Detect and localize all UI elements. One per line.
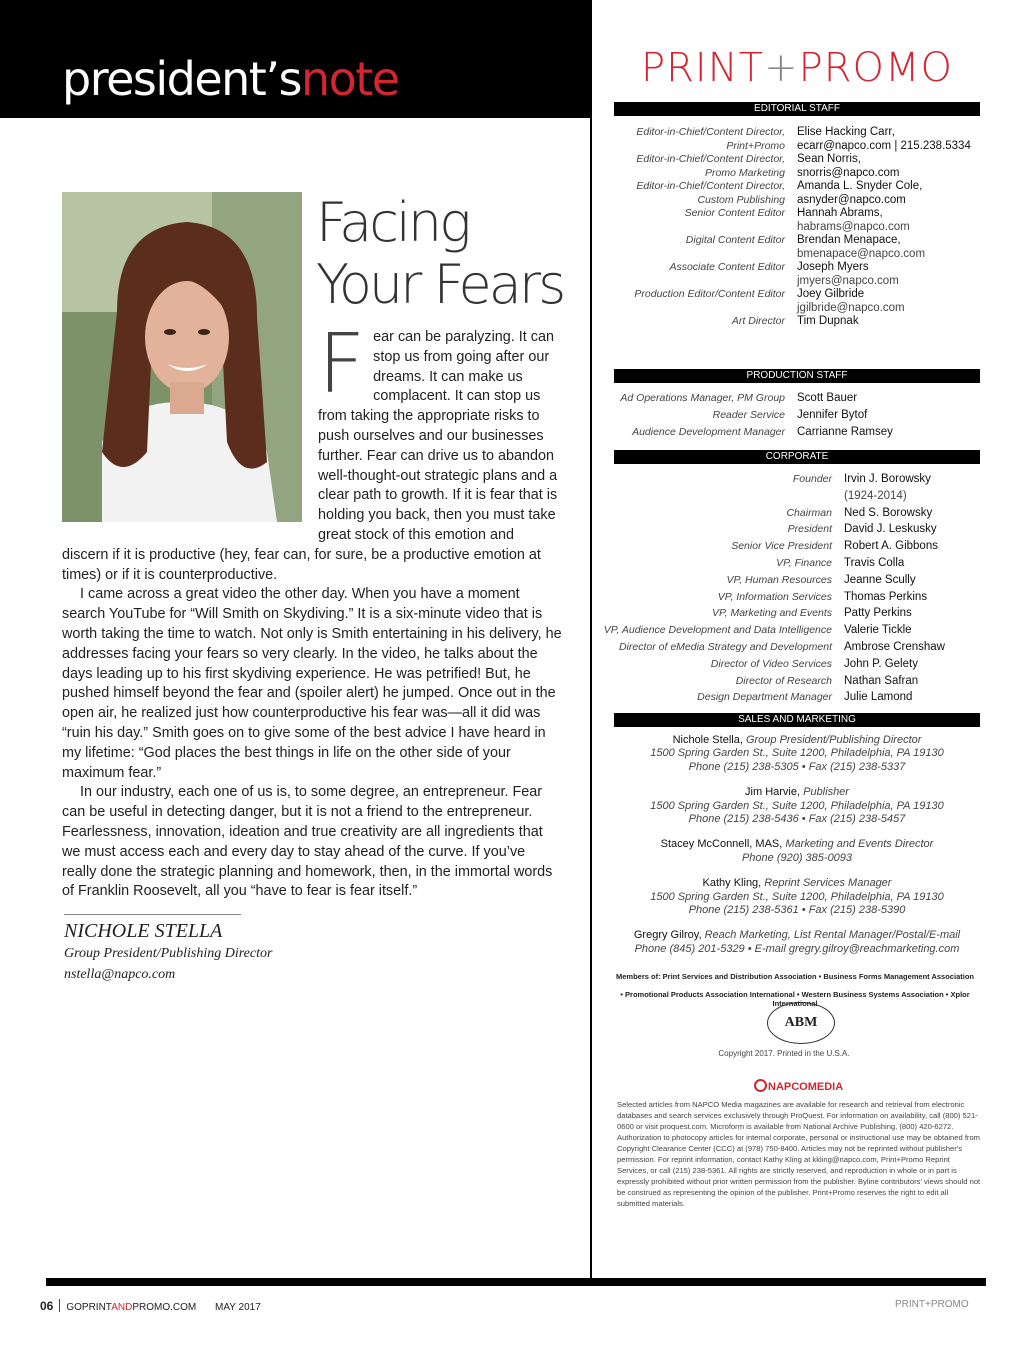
staff-role: VP, Information Services [717, 590, 832, 603]
corporate-row [600, 673, 990, 690]
staff-role: Promo Marketing [705, 166, 785, 179]
sales-contact-detail: 1500 Spring Garden St., Suite 1200, Philadelphia, PA 19130 [650, 799, 944, 812]
corporate-row [600, 656, 990, 673]
drop-cap: F [318, 317, 366, 412]
sales-contact-heading [614, 734, 980, 747]
staff-role: Senior Content Editor [684, 207, 785, 219]
staff-name-cell [844, 673, 990, 690]
sales-contact [614, 786, 980, 826]
sales-list [614, 734, 980, 968]
photo-wrap-spacer [62, 328, 318, 526]
signature-title: Group President/Publishing Director [64, 946, 273, 961]
sales-contact-detail: Phone (920) 385-0093 [741, 851, 853, 864]
production-heading: PRODUCTION STAFF [614, 369, 980, 383]
staff-name: Thomas Perkins [844, 590, 928, 603]
sales-heading: SALES AND MARKETING [614, 713, 980, 727]
staff-name: Ambrose Crenshaw [844, 640, 945, 653]
production-row [600, 390, 990, 407]
staff-role: Design Department Manager [697, 691, 832, 704]
staff-name: Carrianne Ramsey [797, 426, 893, 438]
section-title-main: president’s [62, 52, 301, 106]
issue-date: MAY 2017 [214, 1302, 261, 1313]
fine-print: Selected articles from NAPCO Media magazines are available for research and retrieval from electronic databases and search services exclusively through ProQuest. For information on availability, call (800) 521-0600 or visit proquest.com. Microform is available from National Archive Publishing, (800) 420-6272. Authorization to photocopy articles for internal corporate, personal or instructional use may be obtained from Copyright Clearance Center (CCC) at (978) 750-8400. Articles may not be reprinted without publisher's permission. For reprint information, contact Kathy Kling at kkling@napco.com, Print+Promo Reprint Services, or call (215) 238-5361. All rights are strictly reserved, and reproduction in whole or in part is expressly prohibited without prior written permission from the publisher. Byline contributors' views should not be construed as representing the opinion of the publisher. Print+Promo reserves the right to edit all submitted materials. [617, 1100, 981, 1208]
sales-contact-detail: 1500 Spring Garden St., Suite 1200, Philadelphia, PA 19130 [650, 890, 944, 903]
staff-role: Senior Vice President [731, 540, 832, 553]
staff-name: Ned S. Borowsky [844, 506, 933, 519]
staff-name: Valerie Tickle [844, 624, 912, 637]
footer-separator [59, 1299, 60, 1312]
staff-name-cell [797, 207, 990, 234]
staff-name: Patty Perkins [844, 607, 912, 620]
footer-brand: PRINT+PROMO [895, 1299, 969, 1310]
sales-contact-detail: Phone (845) 201-5329 • E-mail gregry.gilroy@reachmarketing.com [634, 942, 960, 955]
sales-contact [614, 877, 980, 917]
staff-name-cell [797, 261, 990, 288]
website-part-2: AND [111, 1302, 133, 1313]
staff-name: Robert A. Gibbons [844, 540, 938, 553]
staff-name-cell [797, 424, 990, 441]
sales-contact [614, 838, 980, 865]
section-banner [0, 0, 590, 118]
sales-contact-title: Group President/Publishing Director [745, 734, 922, 746]
sales-contact-detail: Phone (215) 238-5305 • Fax (215) 238-5337 [688, 760, 906, 773]
staff-role: VP, Human Resources [726, 573, 832, 586]
corporate-row [600, 622, 990, 639]
staff-role: Director of eMedia Strategy and Development [618, 640, 832, 653]
staff-name-cell [844, 639, 990, 656]
signature-name: NICHOLE STELLA [64, 920, 223, 942]
staff-name-cell [797, 407, 990, 424]
staff-role: VP, Audience Development and Data Intelligence [603, 624, 832, 637]
staff-name: ecarr@napco.com | 215.238.5334 [797, 139, 971, 152]
staff-name-cell [844, 555, 990, 572]
staff-name-cell [797, 234, 990, 261]
staff-name-cell [844, 572, 990, 589]
sales-contact-name: Jim Harvie, [745, 786, 801, 799]
corporate-list [600, 471, 990, 706]
editorial-row [600, 207, 990, 234]
corporate-row [600, 555, 990, 572]
staff-name: Julie Lamond [844, 691, 913, 704]
editorial-row [600, 167, 990, 181]
sales-contact [614, 929, 980, 956]
corporate-row [600, 689, 990, 706]
staff-name-cell [797, 194, 990, 208]
article-headline [316, 192, 563, 316]
staff-name-cell [844, 505, 990, 522]
magazine-masthead [614, 45, 980, 91]
staff-name-cell [797, 180, 990, 194]
sales-contact-name: Gregry Gilroy, [633, 929, 702, 942]
staff-name: Scott Bauer [797, 392, 858, 404]
abm-logo: ABM [767, 1002, 835, 1044]
corporate-row [600, 471, 990, 505]
members-line-1: Members of: Print Services and Distribution Association • Business Forms Management Association [616, 972, 974, 981]
staff-name-cell [844, 622, 990, 639]
corporate-heading: CORPORATE [614, 450, 980, 464]
staff-role: Founder [792, 473, 832, 485]
staff-name-cell [844, 538, 990, 555]
staff-name: Elise Hacking Carr, [797, 126, 895, 138]
masthead-print: PRINT [641, 45, 765, 91]
staff-role: Reader Service [712, 409, 785, 421]
staff-role: Production Editor/Content Editor [634, 288, 785, 300]
staff-name-cell [844, 605, 990, 622]
production-row [600, 407, 990, 424]
corporate-row [600, 505, 990, 522]
editorial-row [600, 234, 990, 261]
corporate-row [600, 605, 990, 622]
staff-role: Art Director [731, 315, 785, 327]
production-list [600, 390, 990, 441]
staff-name: Brendan Menapace, [797, 234, 901, 246]
signature-email: nstella@napco.com [64, 967, 176, 982]
members-line-2: • Promotional Products Association International • Western Business Systems Association • Xplor International [620, 990, 970, 1008]
page-number: 06 [40, 1299, 54, 1313]
section-title [62, 52, 399, 106]
staff-name: asnyder@napco.com [797, 193, 906, 206]
website-part-3: PROMO.COM [132, 1302, 197, 1313]
copyright: Copyright 2017. Printed in the U.S.A. [718, 1049, 850, 1058]
staff-email: jmyers@napco.com [797, 274, 899, 287]
staff-name-cell [844, 656, 990, 673]
sales-contact-heading [614, 786, 980, 799]
editorial-row [600, 140, 990, 154]
sales-contact-heading [614, 838, 980, 851]
sales-contact-heading [614, 929, 980, 942]
headline-line-1: Facing [316, 191, 469, 254]
napco-text: NAPCOMEDIA [768, 1081, 844, 1093]
sales-contact-name: Nichole Stella, [672, 734, 743, 746]
masthead-promo: PROMO [798, 45, 953, 91]
sales-contact-title: Publisher [803, 786, 849, 799]
staff-role: Director of Video Services [710, 657, 832, 670]
sales-contact-heading [614, 877, 980, 890]
article-body [62, 317, 562, 902]
staff-role: President [787, 523, 832, 536]
staff-name-cell [844, 589, 990, 606]
masthead-plus: + [764, 45, 799, 91]
sales-contact-title: Reach Marketing, List Rental Manager/Postal/E-mail [704, 929, 961, 942]
sales-contact-detail: Phone (215) 238-5436 • Fax (215) 238-5457 [688, 813, 906, 826]
staff-name: Joseph Myers [797, 261, 869, 273]
editorial-row [600, 126, 990, 140]
editorial-row [600, 315, 990, 329]
napco-ring-icon [754, 1079, 767, 1092]
production-row [600, 424, 990, 441]
staff-email: jgilbride@napco.com [797, 301, 905, 314]
website-part-1: GOPRINT [66, 1302, 112, 1313]
staff-email: (1924-2014) [844, 489, 907, 502]
editorial-row [600, 153, 990, 167]
staff-name: snorris@napco.com [797, 166, 900, 179]
editorial-row [600, 180, 990, 194]
staff-name-cell [844, 689, 990, 706]
staff-role: Editor-in-Chief/Content Director, [636, 180, 785, 192]
staff-role: Director of Research [735, 674, 832, 687]
editorial-row [600, 261, 990, 288]
footer-left [40, 1299, 261, 1313]
editorial-list [600, 126, 990, 329]
staff-name-cell [797, 140, 990, 154]
sales-contact-title: Marketing and Events Director [785, 838, 934, 851]
editorial-row [600, 288, 990, 315]
napco-media-logo [754, 1079, 843, 1093]
staff-name-cell [797, 126, 990, 140]
staff-name: Travis Colla [844, 556, 905, 569]
staff-role: VP, Finance [776, 556, 832, 569]
editorial-heading: EDITORIAL STAFF [614, 102, 980, 116]
staff-name: David J. Leskusky [844, 523, 937, 536]
editorial-row [600, 194, 990, 208]
staff-name: Nathan Safran [844, 674, 919, 687]
corporate-row [600, 589, 990, 606]
staff-role: Custom Publishing [697, 193, 785, 206]
staff-name-cell [797, 315, 990, 329]
staff-role: VP, Marketing and Events [711, 607, 832, 620]
staff-name: Joey Gilbride [797, 288, 865, 300]
headline-line-2: Your Fears [316, 253, 564, 316]
sales-contact-detail: 1500 Spring Garden St., Suite 1200, Philadelphia, PA 19130 [650, 747, 944, 760]
corporate-row [600, 521, 990, 538]
staff-role: Digital Content Editor [685, 234, 785, 246]
staff-name-cell [797, 288, 990, 315]
article-paragraph: ear can be paralyzing. It can stop us from going after our dreams. It can make us complacent. It can stop us from taking the appropriate risks to push ourselves and our businesses further. Fear can drive us to abandon well-thought-out strategic plans and a clear path to growth. If it is fear that is holding you back, then you must take great stock of this emotion and discern if it is productive (hey, fear can, for sure, be a productive emotion at times) or if it is counterproductive. [62, 329, 558, 583]
sales-contact-title: Reprint Services Manager [764, 877, 892, 890]
sales-contact-name: Kathy Kling, [702, 877, 762, 890]
staff-name: Sean Norris, [797, 153, 861, 165]
staff-role: Editor-in-Chief/Content Director, [636, 126, 785, 138]
staff-role: Editor-in-Chief/Content Director, [636, 153, 785, 165]
section-title-accent: note [300, 52, 399, 106]
staff-role: Ad Operations Manager, PM Group [620, 392, 785, 404]
staff-role: Chairman [786, 506, 832, 519]
signature-rule [64, 914, 241, 915]
staff-name: John P. Gelety [844, 657, 918, 670]
staff-name: Jennifer Bytof [797, 409, 868, 421]
staff-name-cell [797, 390, 990, 407]
staff-name: Jeanne Scully [844, 573, 916, 586]
staff-email: habrams@napco.com [797, 220, 910, 233]
sales-contact [614, 734, 980, 774]
staff-name-cell [797, 153, 990, 167]
staff-name: Irvin J. Borowsky [844, 473, 931, 485]
staff-name-cell [844, 521, 990, 538]
staff-name: Tim Dupnak [797, 315, 859, 327]
corporate-row [600, 572, 990, 589]
staff-name-cell [797, 167, 990, 181]
footer-rule [46, 1278, 986, 1286]
staff-role: Audience Development Manager [632, 426, 785, 438]
corporate-row [600, 639, 990, 656]
staff-role: Print+Promo [726, 139, 785, 152]
staff-email: bmenapace@napco.com [797, 247, 926, 260]
sales-contact-detail: Phone (215) 238-5361 • Fax (215) 238-5390 [688, 904, 906, 917]
staff-name: Amanda L. Snyder Cole, [797, 180, 923, 192]
sales-contact-name: Stacey McConnell, MAS, [660, 838, 783, 851]
column-divider [590, 0, 592, 1285]
staff-name-cell [844, 471, 990, 505]
staff-name: Hannah Abrams, [797, 207, 883, 219]
article-paragraph: In our industry, each one of us is, to some degree, an entrepreneur. Fear can be useful in detecting danger, but it is not a friend to the entrepreneur. Fearlessness, innovation, ideation and true creativity are all ingredients that we must access each and every day to stay ahead of the curve. If you’ve really done the strategic planning and homework, then, in the immortal words of Franklin Roosevelt, all you “have to fear is fear itself.” [62, 784, 553, 900]
website-link[interactable] [66, 1302, 196, 1313]
corporate-row [600, 538, 990, 555]
article-paragraph: I came across a great video the other day. When you have a moment search YouTube for “Will Smith on Skydiving.” It is a six-minute video that is worth taking the time to watch. Not only is Smith entertaining in his delivery, he addresses facing your fears so very clearly. In the video, he talks about the days leading up to his first skydiving experience. He was petrified! But, he pushed himself beyond the fear and (spoiler alert) he jumped. Once out in the open air, he realized just how counterproductive his fear was—all it did was “ruin his day.” Smith goes on to give some of the best advice I have heard in my lifetime: “God places the best things in life on the other side of your maximum fear.” [62, 586, 562, 781]
staff-role: Associate Content Editor [669, 261, 785, 273]
